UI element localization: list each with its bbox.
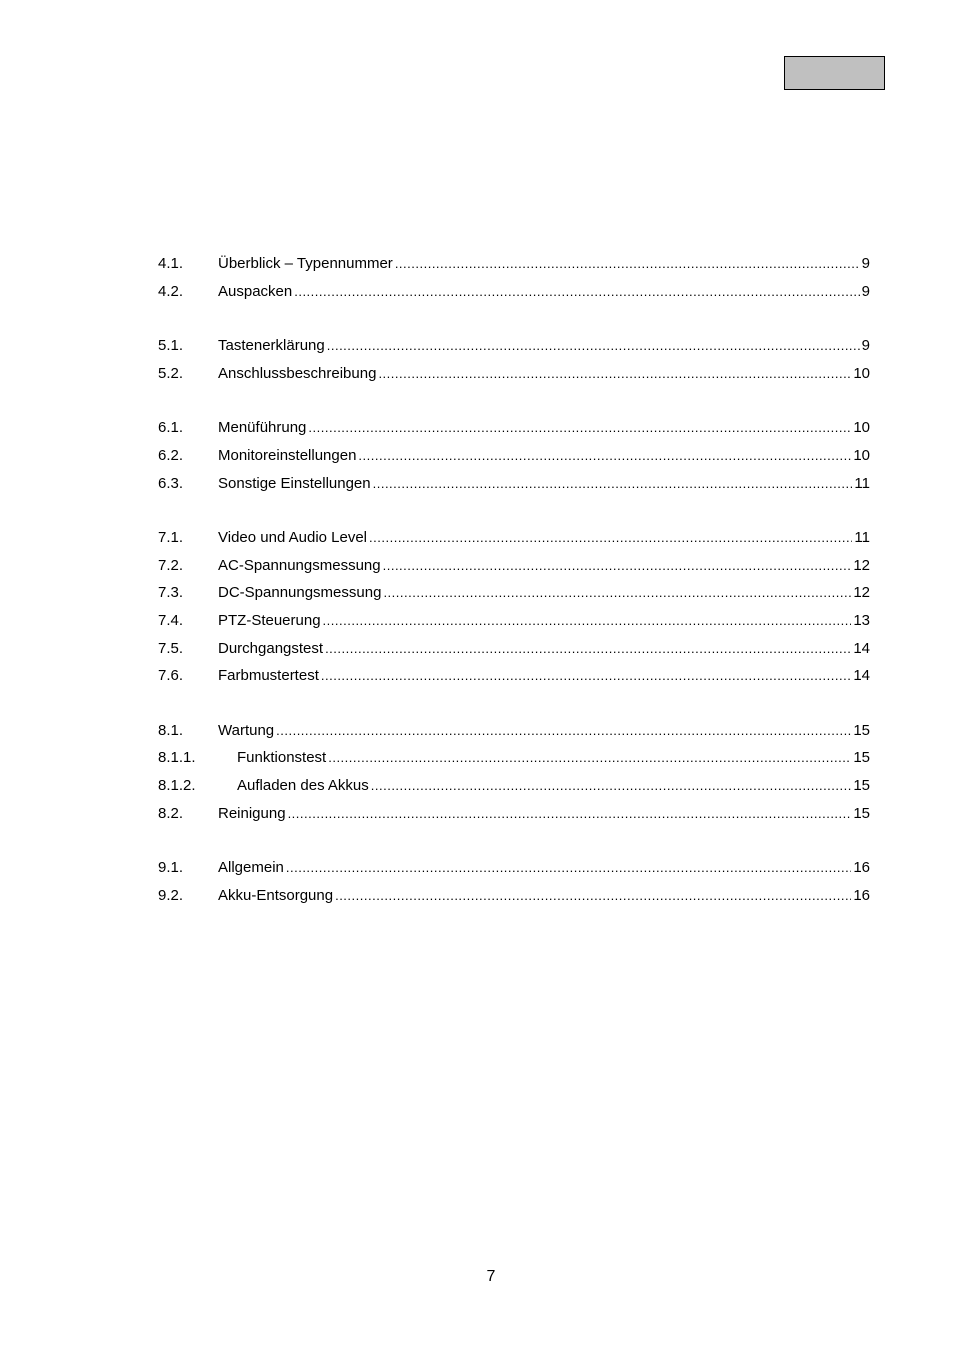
toc-entry[interactable] <box>158 744 870 772</box>
page-number: 7 <box>486 1268 496 1285</box>
toc-entry-title: Überblick – Typennummer <box>218 255 393 272</box>
toc-entry-title: Sonstige Einstellungen <box>218 474 371 492</box>
toc-entry-title: Monitoreinstellungen <box>218 446 357 464</box>
toc-entry-page: 9 <box>861 255 870 272</box>
toc-entry-title: Akku-Entsorgung <box>218 886 334 904</box>
toc-leader-dots <box>327 332 860 360</box>
toc-entry-page: 10 <box>853 364 870 382</box>
toc-entry-number: 4.1. <box>158 255 184 272</box>
toc-entry-number: 5.2. <box>158 364 184 382</box>
table-of-contents <box>158 250 870 936</box>
toc-entry-title: Farbmustertest <box>218 667 319 685</box>
toc-entry-title: Wartung <box>218 721 275 739</box>
toc-entry-title: Auspacken <box>218 282 293 300</box>
toc-entry-title: AC-Spannungsmessung <box>218 556 381 574</box>
toc-entry-number: 7.6. <box>158 667 184 685</box>
toc-leader-dots <box>371 772 852 800</box>
toc-entry-number: 4.2. <box>158 282 184 300</box>
toc-entry-title: Allgemein <box>218 859 284 877</box>
language-tab-box <box>784 56 885 90</box>
toc-leader-dots <box>395 250 860 278</box>
toc-entry-title: Funktionstest <box>237 749 327 767</box>
toc-leader-dots <box>276 717 851 745</box>
toc-entry[interactable] <box>158 579 870 607</box>
toc-entry-page: 15 <box>853 804 870 822</box>
toc-entry-page: 15 <box>853 776 870 794</box>
toc-leader-dots <box>288 800 852 828</box>
toc-entry-page: 14 <box>853 667 870 685</box>
toc-entry[interactable] <box>158 470 870 498</box>
toc-entry[interactable] <box>158 332 870 360</box>
toc-entry-page: 13 <box>853 611 870 629</box>
toc-entry-page: 9 <box>861 337 870 355</box>
toc-entry-page: 16 <box>853 886 870 904</box>
toc-entry[interactable] <box>158 854 870 882</box>
toc-leader-dots <box>383 579 851 607</box>
toc-leader-dots <box>373 470 853 498</box>
toc-entry-number: 6.2. <box>158 446 184 464</box>
toc-entry[interactable] <box>158 360 870 388</box>
toc-leader-dots <box>286 854 851 882</box>
toc-entry-title: Durchgangstest <box>218 639 324 657</box>
toc-entry-page: 11 <box>854 474 870 492</box>
toc-entry-number: 9.2. <box>158 886 184 904</box>
toc-group-6 <box>158 414 870 497</box>
toc-entry[interactable] <box>158 414 870 442</box>
toc-leader-dots <box>383 552 852 580</box>
toc-entry-number: 8.1.1. <box>158 749 196 767</box>
toc-entry-number: 9.1. <box>158 859 184 877</box>
toc-entry[interactable] <box>158 607 870 635</box>
toc-leader-dots <box>378 360 851 388</box>
toc-entry-number: 7.3. <box>158 584 184 602</box>
toc-entry-title: Tastenerklärung <box>218 337 325 355</box>
toc-entry-title: DC-Spannungsmessung <box>218 584 382 602</box>
toc-entry[interactable] <box>158 800 870 828</box>
toc-entry-page: 16 <box>853 859 870 877</box>
toc-entry-title: Anschlussbeschreibung <box>218 364 377 382</box>
toc-entry-number: 6.3. <box>158 474 184 492</box>
toc-entry-page: 14 <box>853 639 870 657</box>
toc-entry[interactable] <box>158 278 870 306</box>
toc-entry-number: 7.2. <box>158 556 184 574</box>
toc-entry-number: 8.1.2. <box>158 776 196 794</box>
toc-entry-number: 8.2. <box>158 804 184 822</box>
toc-leader-dots <box>328 744 851 772</box>
toc-entry[interactable] <box>158 442 870 470</box>
toc-group-5 <box>158 332 870 387</box>
toc-entry-page: 15 <box>853 721 870 739</box>
toc-entry-number: 7.4. <box>158 611 184 629</box>
toc-entry[interactable] <box>158 552 870 580</box>
toc-entry[interactable] <box>158 717 870 745</box>
toc-group-9 <box>158 854 870 909</box>
toc-group-7 <box>158 524 870 690</box>
toc-entry-page: 15 <box>853 749 870 767</box>
toc-leader-dots <box>323 607 852 635</box>
toc-entry-number: 6.1. <box>158 419 184 437</box>
toc-entry-number: 7.1. <box>158 529 184 547</box>
toc-entry-page: 10 <box>853 446 870 464</box>
toc-leader-dots <box>308 414 851 442</box>
toc-entry-title: Menüführung <box>218 419 307 437</box>
toc-group-8 <box>158 717 870 827</box>
toc-entry-title: Video und Audio Level <box>218 529 368 547</box>
toc-entry-page: 10 <box>853 419 870 437</box>
toc-leader-dots <box>294 278 859 306</box>
toc-entry-title: Reinigung <box>218 804 286 822</box>
toc-entry-page: 12 <box>853 556 870 574</box>
toc-leader-dots <box>321 662 851 690</box>
toc-entry-number: 8.1. <box>158 721 184 739</box>
toc-entry-title: PTZ-Steuerung <box>218 611 321 629</box>
toc-leader-dots <box>369 524 852 552</box>
toc-leader-dots <box>335 882 851 910</box>
toc-entry[interactable] <box>158 250 870 278</box>
toc-entry[interactable] <box>158 524 870 552</box>
toc-entry[interactable] <box>158 662 870 690</box>
toc-entry-page: 12 <box>853 584 870 602</box>
toc-entry-page: 11 <box>854 529 870 547</box>
toc-entry-page: 9 <box>861 282 870 300</box>
toc-entry[interactable] <box>158 772 870 800</box>
toc-entry-number: 7.5. <box>158 639 184 657</box>
toc-group-4 <box>158 250 870 305</box>
toc-leader-dots <box>325 635 851 663</box>
toc-entry-number: 5.1. <box>158 337 184 355</box>
toc-entry-title: Aufladen des Akkus <box>237 776 369 794</box>
toc-leader-dots <box>358 442 851 470</box>
toc-entry[interactable] <box>158 635 870 663</box>
toc-entry[interactable] <box>158 882 870 910</box>
